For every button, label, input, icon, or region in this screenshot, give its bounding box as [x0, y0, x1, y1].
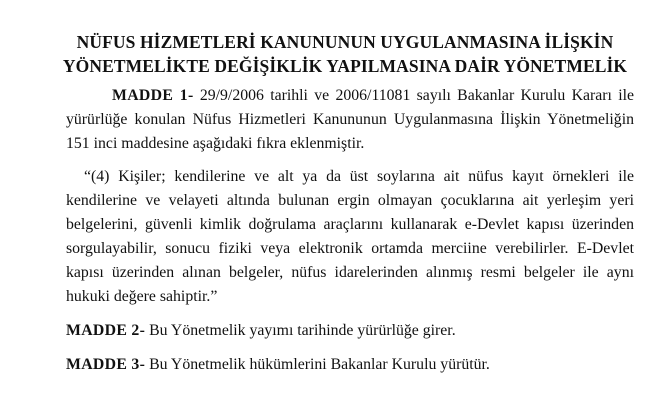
article-1: [66, 84, 634, 156]
article-3-text: Bu Yönetmelik hükümlerini Bakanlar Kurulu yürütür.: [145, 356, 490, 373]
article-3: [66, 353, 634, 377]
quoted-paragraph-text: “(4) Kişiler; kendilerine ve alt ya da üst soylarına ait nüfus kayıt örnekleri ile kendilerine ve velayeti altında bulunan ergin olmayan çocuklarına ait yerleşim yeri belgelerini, güvenli kimlik doğrulama araçlarını kullanarak e-Devlet kapısı üzerinden sorgulayabilir, sonucu fiziki veya elektronik ortamda merciine verebilirler. E-Devlet kapısı üzerinden alınan belgeler, nüfus idarelerinden alınmış resmi belgeler ile aynı hukuki değere sahiptir.”: [66, 168, 634, 305]
article-3-label: MADDE 3-: [66, 356, 146, 373]
article-2-label: MADDE 2-: [66, 322, 146, 339]
quoted-paragraph: [66, 165, 634, 309]
title-line-2: YÖNETMELİKTE DEĞİŞİKLİK YAPILMASINA DAİR YÖNETMELİK: [62, 56, 628, 76]
article-1-label: MADDE 1-: [112, 87, 194, 104]
title-line-1: NÜFUS HİZMETLERİ KANUNUNUN UYGULANMASINA İLİŞKİN: [76, 32, 614, 52]
article-2-text: Bu Yönetmelik yayımı tarihinde yürürlüğe girer.: [145, 322, 456, 339]
article-2: [66, 319, 634, 343]
document-title: [56, 30, 634, 78]
article-1-text: 29/9/2006 tarihli ve 2006/11081 sayılı Bakanlar Kurulu Kararı ile yürürlüğe konulan Nüfus Hizmetleri Kanununun Uygulanmasına İlişkin Yönetmeliğin 151 inci maddesine aşağıdaki fıkra eklenmiştir.: [66, 87, 634, 152]
